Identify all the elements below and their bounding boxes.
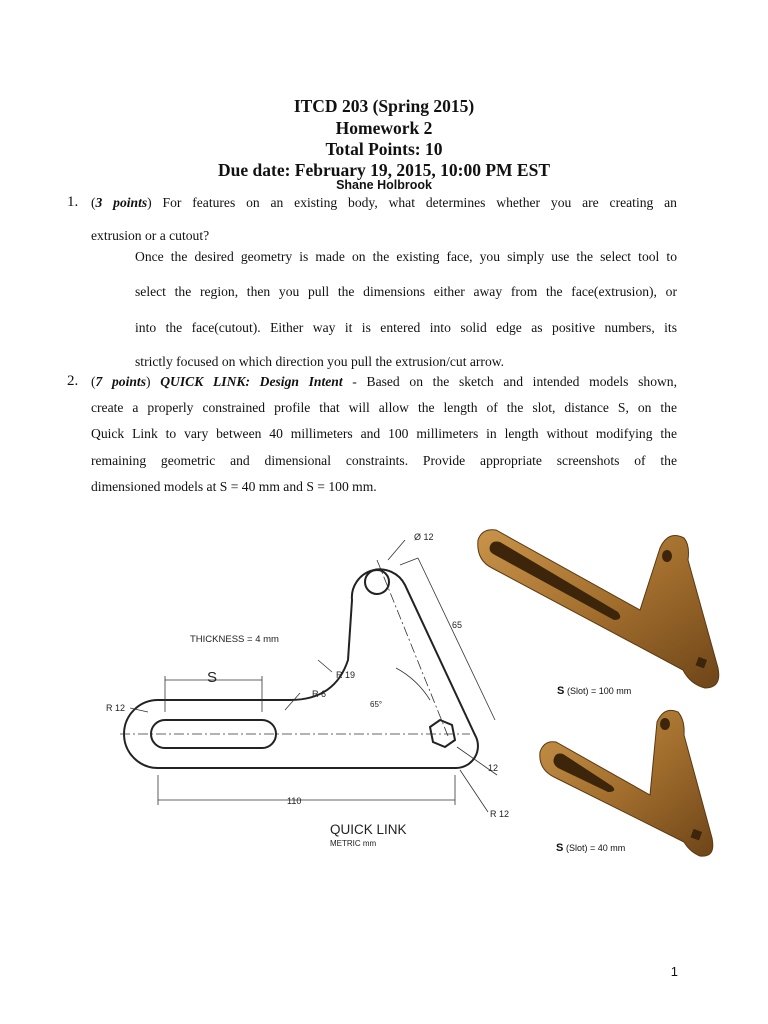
due-date: Due date: February 19, 2015, 10:00 PM EST [218,160,550,180]
answer-line-2: select the region, then you pull the dimensions either away from the face(extrusion), or [135,284,677,299]
question-2-text-1: - Based on the sketch and intended models shown, [352,374,678,389]
assignment-title: Homework 2 [335,118,433,138]
question-2-title: QUICK LINK: Design Intent [160,374,343,389]
radius-19-label: R 19 [336,670,356,680]
question-2-line-2: create a properly constrained profile that will allow the length of the slot, distance S, on the [91,400,677,415]
question-2-points: 7 points [95,374,147,389]
width-12-label: 12 [488,763,499,773]
model-top-label: (Slot) = 100 mm [567,686,632,696]
radius-12-bottom-label: R 12 [490,809,510,819]
radius-6-label: R 6 [312,689,327,699]
dimension-lines [120,540,497,812]
question-1-points: 3 points [95,195,148,210]
question-2-line-3: Quick Link to vary between 40 millimeters and 100 millimeters in length without modifying the [91,426,677,441]
link-outline [124,569,478,768]
model-s100 [478,530,719,697]
question-1-number: 1. [67,194,79,210]
question-2-number: 2. [67,373,79,389]
answer-line-4: strictly focused on which direction you pull the extrusion/cut arrow. [135,354,505,369]
radius-12-left-label: R 12 [106,703,126,713]
course-title: ITCD 203 (Spring 2015) [293,96,475,116]
slot-length-label: S [207,669,218,686]
page-number: 1 [670,964,678,979]
question-1-text-1: For features on an existing body, what determines whether you are creating an [162,195,677,210]
model-bottom-s: S [556,842,564,854]
angle-label: 65° [370,700,383,709]
drawing-subtitle: METRIC mm [330,839,377,848]
length-110-label: 110 [287,796,302,806]
answer-line-1: Once the desired geometry is made on the existing face, you simply use the select tool to [135,249,677,264]
question-2-line-5: dimensioned models at S = 40 mm and S = 100 mm. [91,479,377,494]
hole-circle [365,570,389,594]
question-1-line-1: (3 points) For features on an existing body, what determines whether you are creating an [91,195,677,210]
thickness-label: THICKNESS = 4 mm [190,634,279,645]
model-bottom-label: (Slot) = 40 mm [566,843,626,853]
model-s40 [540,710,713,856]
length-65-label: 65 [452,620,463,630]
drawing-title: QUICK LINK [330,822,407,837]
answer-line-3: into the face(cutout). Either way it is entered into solid edge as positive numbers, its [135,320,677,335]
question-2-line-1: (7 points) QUICK LINK: Design Intent - Based on the sketch and intended models shown, [91,374,678,389]
diameter-label: Ø 12 [414,532,434,542]
hex-hole [430,720,455,747]
question-2-line-4: remaining geometric and dimensional constraints. Provide appropriate screenshots of the [91,453,677,468]
author-name: Shane Holbrook [336,178,432,192]
model-top-s: S [557,685,565,697]
total-points: Total Points: 10 [325,139,443,159]
question-1-line-2: extrusion or a cutout? [91,228,210,243]
